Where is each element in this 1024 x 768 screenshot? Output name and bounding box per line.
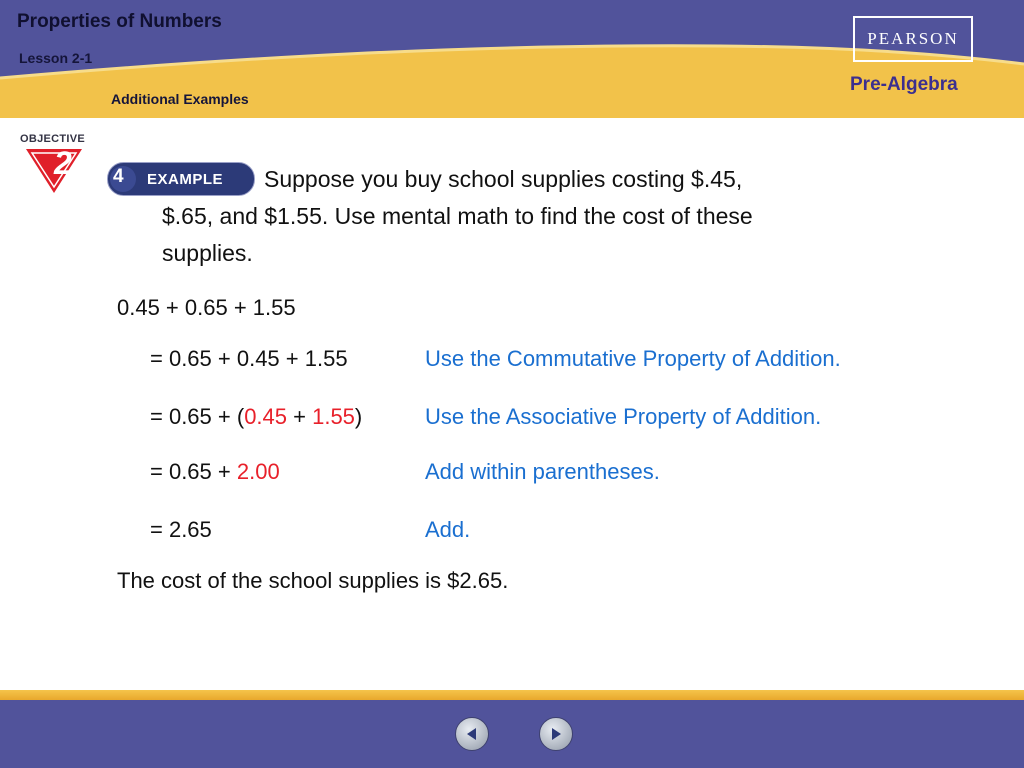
highlight-value: 1.55 (312, 404, 355, 429)
footer-background (0, 700, 1024, 768)
previous-button[interactable] (455, 717, 489, 751)
step-expression: = 0.65 + (150, 459, 237, 484)
objective-label: OBJECTIVE (20, 133, 86, 145)
step-expression: = 0.65 + 0.45 + 1.55 (150, 346, 348, 371)
header-banner (0, 0, 1024, 118)
example-label: EXAMPLE (147, 171, 224, 188)
highlight-value: 0.45 (244, 404, 288, 429)
objective-number: 2 (54, 145, 72, 181)
section-label: Additional Examples (111, 91, 249, 107)
prompt-line: Suppose you buy school supplies costing $.45, (264, 166, 743, 192)
solution-step (150, 346, 348, 372)
footer-stripe (0, 690, 1024, 700)
solution-step (150, 517, 212, 543)
page-title: Properties of Numbers (17, 11, 222, 32)
example-number: 4 (113, 166, 124, 187)
step-reason: Add within parentheses. (425, 459, 660, 484)
course-title: Pre-Algebra (850, 74, 958, 95)
solution-step (150, 459, 280, 485)
step-reason: Use the Commutative Property of Addition. (425, 346, 841, 371)
prompt-line: supplies. (162, 240, 253, 266)
left-arrow-icon (464, 726, 480, 742)
step-operator: + (287, 404, 313, 429)
publisher-logo: PEARSON (853, 16, 973, 62)
step-reason: Use the Associative Property of Addition. (425, 404, 822, 429)
step-close-paren: ) (354, 404, 363, 429)
next-button[interactable] (539, 717, 573, 751)
footer-bar (0, 690, 1024, 768)
initial-expression: 0.45 + 0.65 + 1.55 (117, 295, 296, 320)
highlight-value: 2.00 (236, 459, 280, 484)
example-badge (107, 162, 255, 196)
step-reason: Add. (425, 517, 471, 542)
step-expression: = 0.65 + ( (150, 404, 245, 429)
lesson-label: Lesson 2-1 (19, 50, 93, 66)
step-expression: = 2.65 (150, 517, 212, 542)
objective-marker (20, 133, 92, 195)
right-arrow-icon (548, 726, 564, 742)
conclusion-text: The cost of the school supplies is $2.65. (117, 568, 509, 593)
prompt-line: $.65, and $1.55. Use mental math to find the cost of these (162, 203, 753, 229)
solution-step (150, 404, 362, 430)
